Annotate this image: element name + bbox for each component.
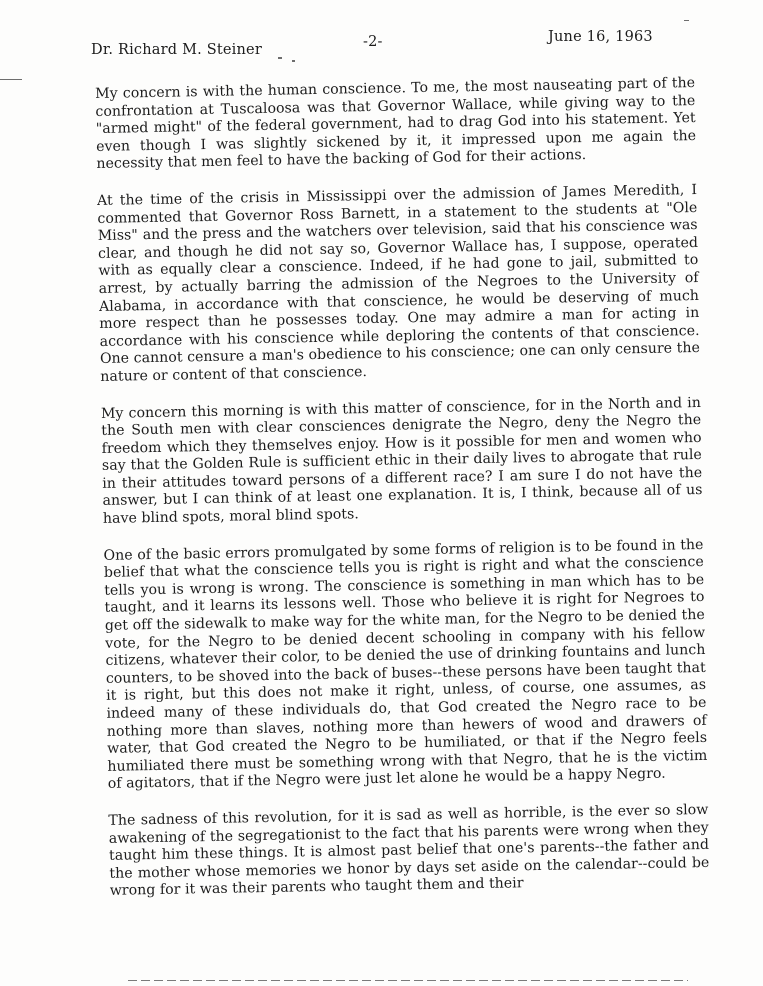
header-date: June 16, 1963 bbox=[548, 29, 653, 45]
header-author: Dr. Richard M. Steiner bbox=[91, 42, 262, 58]
scan-bottom-edge bbox=[128, 980, 688, 981]
paragraph-sadness-of-revolution: The sadness of this revolution, for it is sad as well as horrible, is the ever so slow awakening of the segregationist to the fact that his parents were wrong when they taught him these things. It is almost past belief that one's parents--the father and the mother whose memories we honor by days set aside on the calendar--could be wrong for it was their parents who taught them and their bbox=[108, 801, 710, 900]
scan-speck bbox=[684, 20, 689, 21]
scan-speck bbox=[292, 60, 295, 62]
scan-speck bbox=[278, 57, 282, 59]
scan-margin-mark bbox=[0, 79, 22, 80]
page-header bbox=[0, 29, 763, 64]
letter-body bbox=[95, 75, 710, 920]
paragraph-mississippi-crisis: At the time of the crisis in Mississippi over the admission of James Meredith, I commented that Governor Ross Barnett, in a statement to the students at "Ole Miss" and the press and the watchers over television, said that his conscience was clear, and though he did not say so, Governor Wallace has, I suppose, operated with as equally clear a conscience. Indeed, if he had gone to jail, submitted to arrest, by actually barring the admission of the Negroes to the University of Alabama, in accordance with that conscience, he would be deserving of much more respect than he possesses today. One may admire a man for acting in accordance with his conscience while deploring the contents of that conscience. One cannot censure a man's obedience to his conscience; one can only censure the nature or content of that conscience. bbox=[96, 181, 701, 385]
paragraph-conscience: My concern is with the human conscience. To me, the most nauseating part of the confrontation at Tuscaloosa was that Governor Wallace, while giving way to the "armed might" of the federal government, had to drag God into his statement. Yet even though I was slightly sickened by it, it impressed upon me again the necessity that men feel to have the backing of God for their actions. bbox=[95, 75, 697, 173]
paragraph-matter-of-conscience: My concern this morning is with this matter of conscience, for in the North and in the South men with clear consciences denigrate the Negro, deny the Negro the freedom which they themselves enjoy. How is it possible for men and women who say that the Golden Rule is sufficient ethic in their daily lives to abrogate that rule in their attitudes toward persons of a different race? I am sure I do not have the answer, but I can think of at least one explanation. It is, I think, because all of us have blind spots, moral blind spots. bbox=[100, 394, 703, 527]
header-page-number: -2- bbox=[363, 34, 383, 50]
paragraph-basic-errors: One of the basic errors promulgated by some forms of religion is to be found in the belief that what the conscience tells you is right is right and what the conscience tells you is wrong is wrong. The conscience is something in man which has to be taught, and it learns its lessons well. Those who believe it is right for Negroes to get off the sidewalk to make way for the white man, for the Negro to be denied the vote, for the Negro to be denied decent schooling in company with his fellow citizens, whatever their color, to be denied the use of drinking fountains and lunch counters, to be shoved into the back of buses--these persons have been taught that it is right, but this does not make it right, unless, of course, one assumes, as indeed many of these individuals do, that God created the Negro race to be nothing more than slaves, nothing more than hewers of wood and drawers of water, that God created the Negro to be humiliated, or that if the Negro feels humiliated there must be something wrong with that Negro, that he is the victim of agitators, that if the Negro were just let alone he would be a happy Negro. bbox=[103, 536, 708, 793]
